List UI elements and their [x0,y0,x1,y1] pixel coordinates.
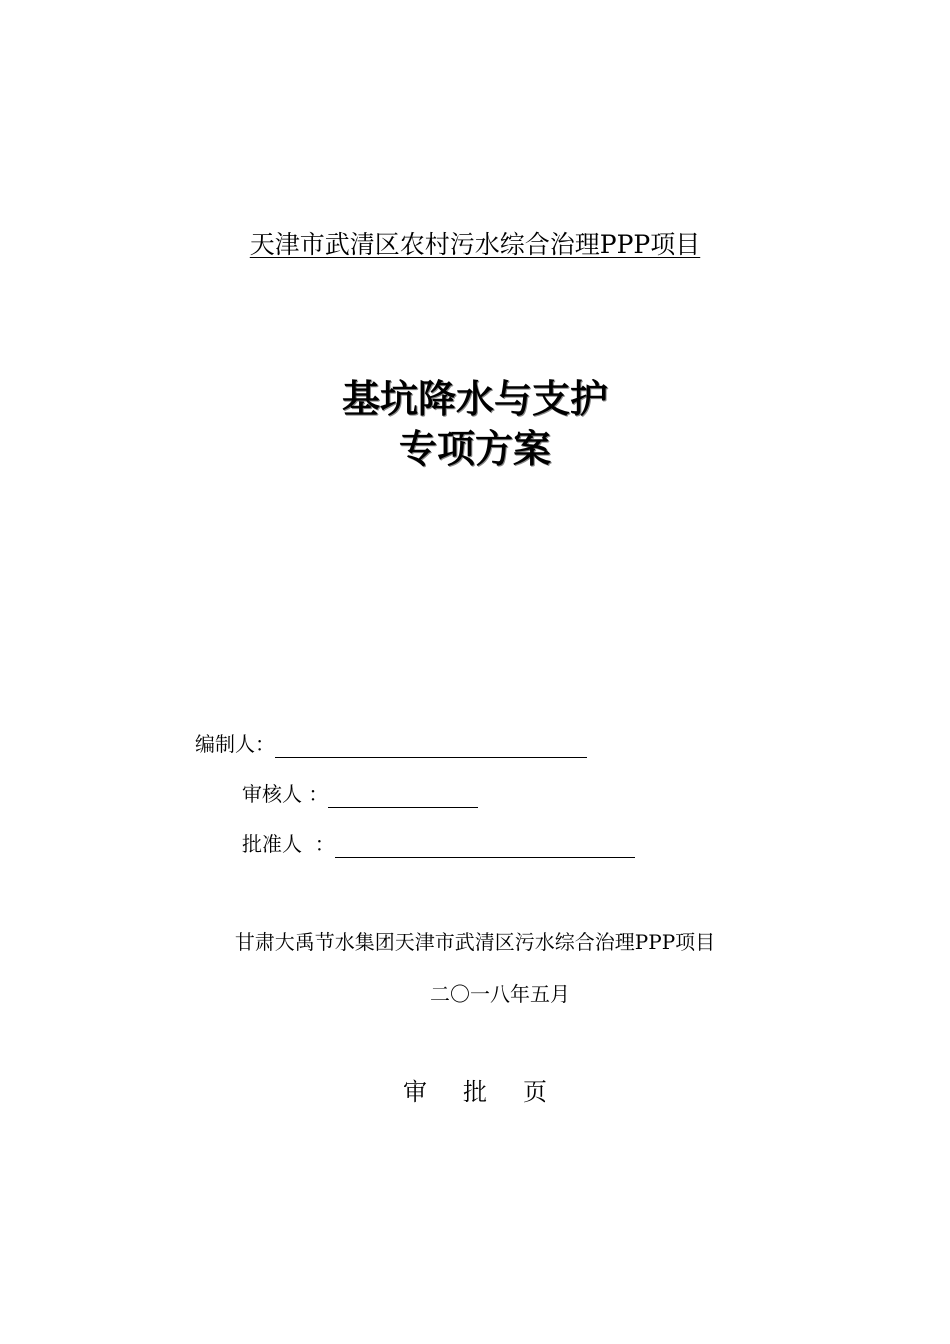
project-title [0,228,950,262]
approval-page-heading: 审批页 [403,1078,583,1106]
reviewer-row [242,780,478,808]
organization-name: 甘肃大禹节水集团天津市武清区污水综合治理PPP项目 [234,930,716,954]
approver-row [242,830,635,858]
document-date: 二〇一八年五月 [430,982,570,1006]
compiler-signature-line[interactable] [275,735,587,758]
reviewer-label: 审核人 ： [242,782,329,806]
reviewer-signature-line[interactable] [328,785,478,808]
approver-label: 批准人 ： [242,832,335,856]
document-title-line-1: 基坑降水与支护 [341,376,608,421]
approver-signature-line[interactable] [335,835,635,858]
compiler-row [195,730,587,758]
project-title-text: 天津市武清区农村污水综合治理PPP项目 [249,230,701,259]
compiler-label: 编制人： [195,732,275,756]
document-title-line-2: 专项方案 [398,426,551,471]
